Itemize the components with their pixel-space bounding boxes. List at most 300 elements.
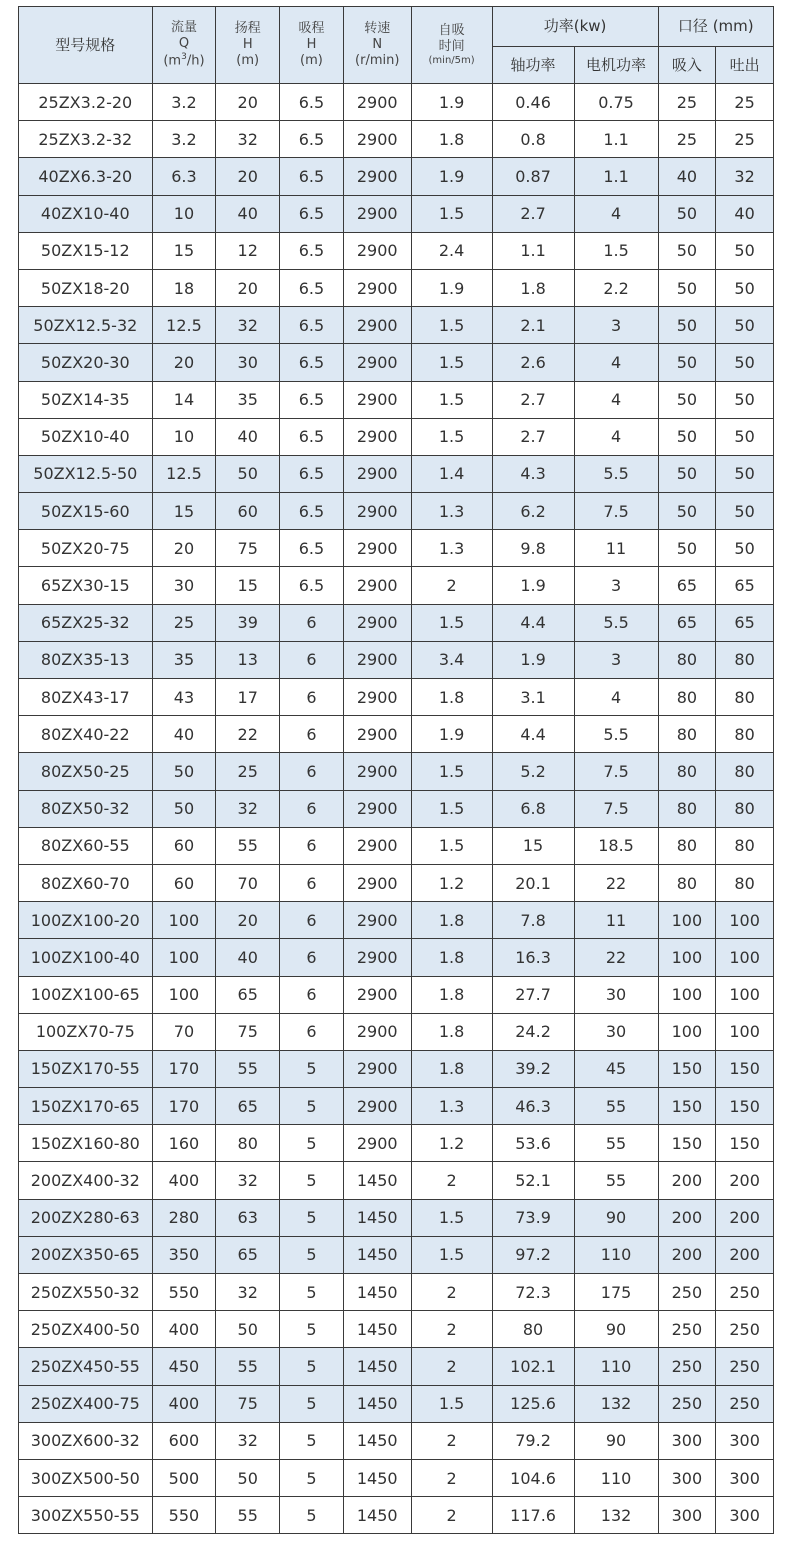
cell-head: 55	[216, 1348, 280, 1385]
cell-speed: 2900	[343, 307, 411, 344]
table-row	[19, 864, 774, 901]
cell-selfprime-time: 1.8	[411, 1050, 492, 1087]
cell-inlet-diameter: 250	[658, 1274, 716, 1311]
cell-suction: 6.5	[280, 269, 344, 306]
cell-flow: 60	[152, 864, 216, 901]
cell-selfprime-time: 1.5	[411, 827, 492, 864]
table-row	[19, 1311, 774, 1348]
cell-outlet-diameter: 80	[716, 679, 774, 716]
cell-inlet-diameter: 250	[658, 1348, 716, 1385]
cell-motor-power: 30	[574, 976, 658, 1013]
cell-shaft-power: 125.6	[492, 1385, 574, 1422]
cell-selfprime-time: 1.8	[411, 679, 492, 716]
cell-inlet-diameter: 200	[658, 1199, 716, 1236]
cell-inlet-diameter: 80	[658, 641, 716, 678]
cell-speed: 2900	[343, 790, 411, 827]
cell-head: 20	[216, 84, 280, 121]
cell-selfprime-time: 1.3	[411, 1088, 492, 1125]
cell-selfprime-time: 1.5	[411, 307, 492, 344]
cell-shaft-power: 6.8	[492, 790, 574, 827]
cell-selfprime-time: 1.8	[411, 121, 492, 158]
cell-outlet-diameter: 250	[716, 1274, 774, 1311]
cell-motor-power: 55	[574, 1125, 658, 1162]
cell-selfprime-time: 1.2	[411, 864, 492, 901]
cell-outlet-diameter: 100	[716, 939, 774, 976]
cell-flow: 170	[152, 1050, 216, 1087]
cell-selfprime-time: 1.8	[411, 1013, 492, 1050]
cell-motor-power: 90	[574, 1422, 658, 1459]
header-selfprime: 自吸 时间 (min/5m)	[411, 7, 492, 84]
cell-motor-power: 5.5	[574, 604, 658, 641]
cell-suction: 6	[280, 604, 344, 641]
cell-motor-power: 55	[574, 1088, 658, 1125]
cell-model: 100ZX70-75	[19, 1013, 153, 1050]
cell-outlet-diameter: 50	[716, 232, 774, 269]
cell-head: 15	[216, 567, 280, 604]
cell-model: 300ZX500-50	[19, 1459, 153, 1496]
cell-speed: 2900	[343, 530, 411, 567]
cell-suction: 6	[280, 679, 344, 716]
table-row	[19, 1125, 774, 1162]
cell-head: 65	[216, 1236, 280, 1273]
cell-suction: 5	[280, 1311, 344, 1348]
cell-shaft-power: 1.1	[492, 232, 574, 269]
cell-selfprime-time: 1.9	[411, 269, 492, 306]
cell-speed: 2900	[343, 1013, 411, 1050]
table-row	[19, 902, 774, 939]
cell-selfprime-time: 1.5	[411, 1199, 492, 1236]
cell-model: 80ZX60-70	[19, 864, 153, 901]
cell-speed: 2900	[343, 753, 411, 790]
cell-outlet-diameter: 25	[716, 121, 774, 158]
cell-shaft-power: 15	[492, 827, 574, 864]
cell-flow: 60	[152, 827, 216, 864]
cell-flow: 170	[152, 1088, 216, 1125]
cell-shaft-power: 3.1	[492, 679, 574, 716]
cell-suction: 6	[280, 864, 344, 901]
cell-selfprime-time: 2	[411, 1311, 492, 1348]
cell-suction: 5	[280, 1348, 344, 1385]
pump-spec-table	[18, 6, 774, 1534]
cell-flow: 12.5	[152, 307, 216, 344]
cell-selfprime-time: 1.9	[411, 158, 492, 195]
cell-flow: 18	[152, 269, 216, 306]
cell-flow: 160	[152, 1125, 216, 1162]
cell-shaft-power: 0.87	[492, 158, 574, 195]
table-row	[19, 1497, 774, 1534]
cell-suction: 5	[280, 1088, 344, 1125]
cell-motor-power: 22	[574, 864, 658, 901]
cell-flow: 280	[152, 1199, 216, 1236]
cell-motor-power: 0.75	[574, 84, 658, 121]
cell-flow: 40	[152, 716, 216, 753]
cell-speed: 1450	[343, 1162, 411, 1199]
cell-motor-power: 5.5	[574, 455, 658, 492]
cell-head: 20	[216, 902, 280, 939]
cell-head: 40	[216, 195, 280, 232]
cell-head: 13	[216, 641, 280, 678]
cell-selfprime-time: 1.5	[411, 195, 492, 232]
cell-motor-power: 5.5	[574, 716, 658, 753]
cell-outlet-diameter: 100	[716, 902, 774, 939]
cell-outlet-diameter: 150	[716, 1050, 774, 1087]
cell-suction: 5	[280, 1422, 344, 1459]
cell-outlet-diameter: 250	[716, 1348, 774, 1385]
cell-outlet-diameter: 150	[716, 1088, 774, 1125]
cell-inlet-diameter: 150	[658, 1050, 716, 1087]
table-row	[19, 753, 774, 790]
cell-flow: 100	[152, 902, 216, 939]
cell-speed: 2900	[343, 679, 411, 716]
cell-flow: 400	[152, 1385, 216, 1422]
cell-model: 50ZX15-12	[19, 232, 153, 269]
cell-speed: 1450	[343, 1422, 411, 1459]
cell-outlet-diameter: 50	[716, 381, 774, 418]
cell-speed: 2900	[343, 902, 411, 939]
cell-head: 55	[216, 827, 280, 864]
cell-speed: 2900	[343, 84, 411, 121]
cell-model: 80ZX50-32	[19, 790, 153, 827]
cell-motor-power: 90	[574, 1311, 658, 1348]
cell-head: 32	[216, 121, 280, 158]
cell-flow: 70	[152, 1013, 216, 1050]
cell-speed: 1450	[343, 1274, 411, 1311]
table-row	[19, 493, 774, 530]
cell-suction: 5	[280, 1385, 344, 1422]
cell-motor-power: 45	[574, 1050, 658, 1087]
cell-inlet-diameter: 50	[658, 195, 716, 232]
table-row	[19, 827, 774, 864]
cell-speed: 2900	[343, 976, 411, 1013]
cell-model: 80ZX60-55	[19, 827, 153, 864]
cell-selfprime-time: 2	[411, 1459, 492, 1496]
cell-outlet-diameter: 80	[716, 716, 774, 753]
cell-selfprime-time: 1.5	[411, 381, 492, 418]
cell-flow: 20	[152, 530, 216, 567]
cell-inlet-diameter: 250	[658, 1385, 716, 1422]
table-row	[19, 381, 774, 418]
cell-model: 50ZX18-20	[19, 269, 153, 306]
cell-outlet-diameter: 250	[716, 1311, 774, 1348]
cell-motor-power: 11	[574, 530, 658, 567]
cell-motor-power: 110	[574, 1348, 658, 1385]
cell-outlet-diameter: 65	[716, 567, 774, 604]
header-inlet: 吸入	[658, 47, 716, 84]
cell-shaft-power: 7.8	[492, 902, 574, 939]
cell-suction: 6.5	[280, 344, 344, 381]
cell-outlet-diameter: 32	[716, 158, 774, 195]
cell-selfprime-time: 1.5	[411, 418, 492, 455]
cell-head: 40	[216, 418, 280, 455]
cell-suction: 6.5	[280, 493, 344, 530]
cell-speed: 2900	[343, 381, 411, 418]
cell-model: 200ZX350-65	[19, 1236, 153, 1273]
cell-selfprime-time: 2	[411, 567, 492, 604]
cell-outlet-diameter: 300	[716, 1459, 774, 1496]
cell-outlet-diameter: 80	[716, 790, 774, 827]
cell-model: 50ZX20-75	[19, 530, 153, 567]
cell-suction: 6.5	[280, 530, 344, 567]
cell-flow: 12.5	[152, 455, 216, 492]
cell-head: 17	[216, 679, 280, 716]
cell-model: 65ZX25-32	[19, 604, 153, 641]
cell-flow: 3.2	[152, 84, 216, 121]
table-row	[19, 344, 774, 381]
table-row	[19, 1422, 774, 1459]
table-row	[19, 939, 774, 976]
table-row	[19, 1236, 774, 1273]
cell-outlet-diameter: 80	[716, 641, 774, 678]
cell-flow: 100	[152, 939, 216, 976]
header-suction: 吸程 H (m)	[280, 7, 344, 84]
cell-model: 80ZX35-13	[19, 641, 153, 678]
table-body	[19, 84, 774, 1534]
cell-model: 200ZX400-32	[19, 1162, 153, 1199]
cell-outlet-diameter: 50	[716, 269, 774, 306]
cell-shaft-power: 0.46	[492, 84, 574, 121]
cell-flow: 50	[152, 753, 216, 790]
header-motor-power: 电机功率	[574, 47, 658, 84]
cell-suction: 6	[280, 790, 344, 827]
cell-suction: 5	[280, 1459, 344, 1496]
cell-head: 50	[216, 1311, 280, 1348]
cell-shaft-power: 46.3	[492, 1088, 574, 1125]
cell-selfprime-time: 2.4	[411, 232, 492, 269]
cell-motor-power: 4	[574, 195, 658, 232]
cell-shaft-power: 2.7	[492, 418, 574, 455]
cell-head: 32	[216, 1422, 280, 1459]
header-head: 扬程 H (m)	[216, 7, 280, 84]
cell-motor-power: 7.5	[574, 790, 658, 827]
cell-suction: 6.5	[280, 84, 344, 121]
header-outlet: 吐出	[716, 47, 774, 84]
cell-shaft-power: 52.1	[492, 1162, 574, 1199]
cell-suction: 6.5	[280, 195, 344, 232]
cell-shaft-power: 9.8	[492, 530, 574, 567]
cell-selfprime-time: 2	[411, 1274, 492, 1311]
cell-inlet-diameter: 80	[658, 827, 716, 864]
cell-head: 35	[216, 381, 280, 418]
cell-shaft-power: 0.8	[492, 121, 574, 158]
cell-flow: 15	[152, 232, 216, 269]
cell-model: 200ZX280-63	[19, 1199, 153, 1236]
cell-model: 250ZX400-75	[19, 1385, 153, 1422]
table-header	[19, 7, 774, 84]
cell-inlet-diameter: 50	[658, 418, 716, 455]
cell-shaft-power: 72.3	[492, 1274, 574, 1311]
cell-suction: 5	[280, 1125, 344, 1162]
cell-head: 32	[216, 1274, 280, 1311]
cell-inlet-diameter: 200	[658, 1162, 716, 1199]
cell-suction: 6	[280, 753, 344, 790]
cell-outlet-diameter: 200	[716, 1236, 774, 1273]
cell-inlet-diameter: 50	[658, 269, 716, 306]
table-row	[19, 121, 774, 158]
cell-model: 80ZX40-22	[19, 716, 153, 753]
cell-selfprime-time: 2	[411, 1348, 492, 1385]
cell-model: 50ZX14-35	[19, 381, 153, 418]
cell-motor-power: 4	[574, 381, 658, 418]
cell-model: 25ZX3.2-32	[19, 121, 153, 158]
cell-speed: 2900	[343, 232, 411, 269]
cell-head: 22	[216, 716, 280, 753]
cell-head: 40	[216, 939, 280, 976]
cell-suction: 5	[280, 1274, 344, 1311]
cell-head: 63	[216, 1199, 280, 1236]
cell-selfprime-time: 1.3	[411, 493, 492, 530]
cell-head: 75	[216, 530, 280, 567]
cell-head: 65	[216, 976, 280, 1013]
cell-shaft-power: 2.6	[492, 344, 574, 381]
cell-model: 40ZX6.3-20	[19, 158, 153, 195]
cell-speed: 2900	[343, 604, 411, 641]
cell-selfprime-time: 3.4	[411, 641, 492, 678]
cell-flow: 15	[152, 493, 216, 530]
cell-head: 30	[216, 344, 280, 381]
cell-shaft-power: 104.6	[492, 1459, 574, 1496]
cell-selfprime-time: 1.8	[411, 902, 492, 939]
cell-inlet-diameter: 50	[658, 455, 716, 492]
cell-selfprime-time: 1.5	[411, 604, 492, 641]
cell-head: 50	[216, 1459, 280, 1496]
cell-speed: 2900	[343, 493, 411, 530]
cell-model: 250ZX550-32	[19, 1274, 153, 1311]
cell-model: 150ZX170-65	[19, 1088, 153, 1125]
cell-selfprime-time: 1.5	[411, 753, 492, 790]
table-row	[19, 1274, 774, 1311]
table-row	[19, 1162, 774, 1199]
cell-flow: 100	[152, 976, 216, 1013]
cell-flow: 350	[152, 1236, 216, 1273]
cell-inlet-diameter: 50	[658, 381, 716, 418]
cell-head: 70	[216, 864, 280, 901]
cell-inlet-diameter: 80	[658, 716, 716, 753]
cell-inlet-diameter: 80	[658, 790, 716, 827]
cell-outlet-diameter: 200	[716, 1162, 774, 1199]
cell-model: 80ZX50-25	[19, 753, 153, 790]
cell-inlet-diameter: 150	[658, 1088, 716, 1125]
cell-flow: 10	[152, 418, 216, 455]
cell-outlet-diameter: 200	[716, 1199, 774, 1236]
cell-model: 50ZX20-30	[19, 344, 153, 381]
cell-speed: 2900	[343, 939, 411, 976]
cell-inlet-diameter: 80	[658, 753, 716, 790]
table-row	[19, 567, 774, 604]
cell-motor-power: 132	[574, 1497, 658, 1534]
cell-model: 150ZX170-55	[19, 1050, 153, 1087]
cell-speed: 2900	[343, 567, 411, 604]
cell-suction: 6	[280, 641, 344, 678]
cell-head: 80	[216, 1125, 280, 1162]
cell-flow: 50	[152, 790, 216, 827]
cell-head: 60	[216, 493, 280, 530]
cell-flow: 550	[152, 1497, 216, 1534]
cell-selfprime-time: 1.4	[411, 455, 492, 492]
cell-flow: 400	[152, 1162, 216, 1199]
cell-speed: 2900	[343, 1088, 411, 1125]
cell-shaft-power: 20.1	[492, 864, 574, 901]
cell-selfprime-time: 1.5	[411, 1236, 492, 1273]
cell-shaft-power: 80	[492, 1311, 574, 1348]
cell-speed: 2900	[343, 455, 411, 492]
cell-motor-power: 110	[574, 1459, 658, 1496]
cell-motor-power: 30	[574, 1013, 658, 1050]
cell-head: 65	[216, 1088, 280, 1125]
cell-selfprime-time: 1.8	[411, 976, 492, 1013]
cell-motor-power: 18.5	[574, 827, 658, 864]
cell-head: 32	[216, 1162, 280, 1199]
cell-shaft-power: 2.7	[492, 381, 574, 418]
cell-shaft-power: 4.3	[492, 455, 574, 492]
cell-model: 100ZX100-40	[19, 939, 153, 976]
cell-shaft-power: 2.7	[492, 195, 574, 232]
cell-model: 50ZX12.5-50	[19, 455, 153, 492]
cell-suction: 6.5	[280, 381, 344, 418]
cell-motor-power: 110	[574, 1236, 658, 1273]
cell-motor-power: 4	[574, 418, 658, 455]
cell-motor-power: 3	[574, 641, 658, 678]
cell-speed: 1450	[343, 1199, 411, 1236]
cell-shaft-power: 16.3	[492, 939, 574, 976]
cell-outlet-diameter: 100	[716, 976, 774, 1013]
cell-outlet-diameter: 100	[716, 1013, 774, 1050]
cell-flow: 43	[152, 679, 216, 716]
cell-shaft-power: 1.9	[492, 567, 574, 604]
cell-head: 50	[216, 455, 280, 492]
cell-head: 39	[216, 604, 280, 641]
cell-outlet-diameter: 50	[716, 418, 774, 455]
cell-selfprime-time: 1.5	[411, 1385, 492, 1422]
cell-suction: 6.5	[280, 158, 344, 195]
cell-inlet-diameter: 100	[658, 939, 716, 976]
cell-shaft-power: 53.6	[492, 1125, 574, 1162]
cell-flow: 500	[152, 1459, 216, 1496]
cell-inlet-diameter: 65	[658, 604, 716, 641]
cell-motor-power: 1.1	[574, 158, 658, 195]
table-row	[19, 1088, 774, 1125]
cell-outlet-diameter: 50	[716, 530, 774, 567]
table-row	[19, 976, 774, 1013]
cell-head: 55	[216, 1050, 280, 1087]
cell-suction: 5	[280, 1162, 344, 1199]
cell-outlet-diameter: 80	[716, 753, 774, 790]
cell-suction: 5	[280, 1050, 344, 1087]
cell-inlet-diameter: 40	[658, 158, 716, 195]
cell-outlet-diameter: 50	[716, 307, 774, 344]
cell-selfprime-time: 2	[411, 1162, 492, 1199]
cell-speed: 2900	[343, 641, 411, 678]
cell-outlet-diameter: 65	[716, 604, 774, 641]
cell-inlet-diameter: 50	[658, 344, 716, 381]
cell-inlet-diameter: 100	[658, 976, 716, 1013]
cell-speed: 2900	[343, 1125, 411, 1162]
cell-speed: 1450	[343, 1348, 411, 1385]
cell-model: 65ZX30-15	[19, 567, 153, 604]
cell-selfprime-time: 1.9	[411, 716, 492, 753]
header-diameter: 口径 (mm)	[658, 7, 773, 47]
cell-shaft-power: 39.2	[492, 1050, 574, 1087]
cell-motor-power: 11	[574, 902, 658, 939]
header-flow: 流量 Q $(m^3/h)$	[152, 7, 216, 84]
cell-inlet-diameter: 50	[658, 307, 716, 344]
cell-inlet-diameter: 300	[658, 1497, 716, 1534]
cell-inlet-diameter: 80	[658, 679, 716, 716]
cell-flow: 25	[152, 604, 216, 641]
cell-inlet-diameter: 150	[658, 1125, 716, 1162]
cell-head: 75	[216, 1013, 280, 1050]
cell-suction: 6	[280, 716, 344, 753]
cell-inlet-diameter: 100	[658, 1013, 716, 1050]
